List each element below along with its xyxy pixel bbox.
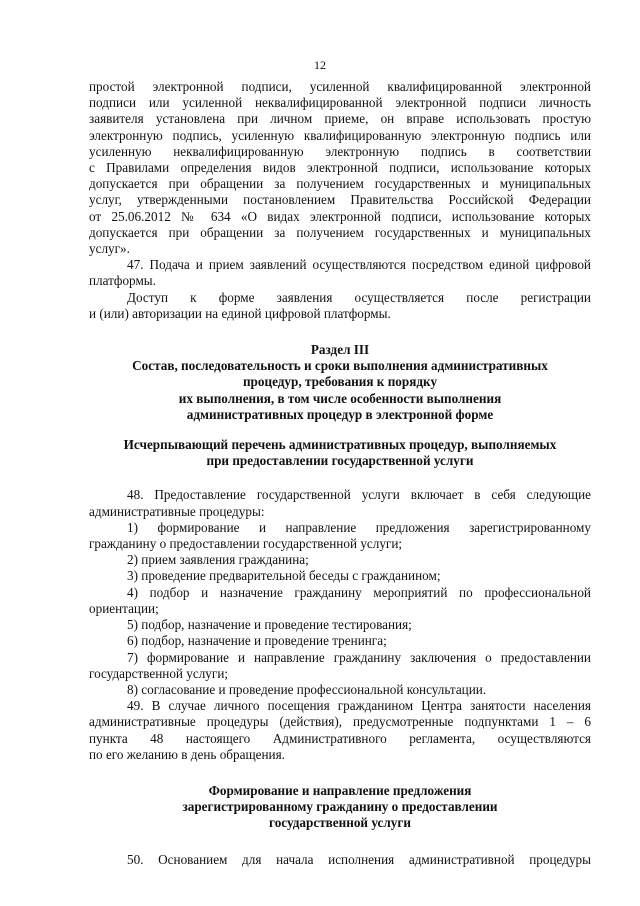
text-line: допускается при обращении за получением государственных и муниципальных [89, 224, 591, 240]
text-line: по его желанию в день обращения. [89, 746, 285, 762]
paragraph-50 [89, 852, 591, 868]
text-line: допускается при обращении за получением государственных и муниципальных [89, 176, 591, 192]
subsection-heading-proposal [89, 783, 591, 832]
text-line: пункта 48 настоящего Административного регламента, осуществляются [89, 730, 591, 746]
section-title-line: Состав, последовательность и сроки выполнения административных [132, 358, 548, 374]
section-label: Раздел III [310, 342, 370, 358]
intro-paragraph [89, 79, 591, 257]
text-line: 50. Основанием для начала исполнения административной процедуры [127, 851, 591, 867]
subsection-title-line: зарегистрированному гражданину о предоставлении [182, 799, 498, 815]
text-line: электронную подпись, усиленную квалифицированную электронную подпись или [89, 127, 591, 143]
text-line: 2) прием заявления гражданина; [127, 552, 309, 568]
text-line: 8) согласование и проведение профессиональной консультации. [127, 681, 487, 697]
list-item [89, 568, 591, 584]
text-line: от 25.06.2012 № 634 «О видах электронной подписи, использование которых [89, 208, 591, 224]
list-item [89, 650, 591, 682]
text-line: 3) проведение предварительной беседы с гражданином; [127, 568, 441, 584]
text-line: 7) формирование и направление гражданину заключения о предоставлении [127, 649, 591, 665]
text-line: с Правилами определения видов электронной подписи, использование которых [89, 160, 591, 176]
text-line: 47. Подача и прием заявлений осуществляются посредством единой цифровой [127, 257, 591, 273]
section-heading [89, 342, 591, 423]
list-item [89, 617, 591, 633]
page-number: 12 [314, 58, 326, 72]
text-line: 1) формирование и направление предложения зарегистрированному [127, 519, 591, 535]
paragraph-47 [89, 257, 591, 289]
list-item [89, 552, 591, 568]
text-line: 48. Предоставление государственной услуги включает в себя следующие [127, 487, 591, 503]
text-line: административные процедуры: [89, 503, 265, 519]
text-line: 49. В случае личного посещения гражданином Центра занятости населения [127, 698, 591, 714]
text-line: Доступ к форме заявления осуществляется после регистрации [127, 289, 591, 305]
text-line: 4) подбор и назначение гражданину мероприятий по профессиональной [127, 584, 591, 600]
text-line: усиленную неквалифицированную электронную подпись в соответствии [89, 143, 591, 159]
subsection-title-line: Формирование и направление предложения [208, 782, 472, 798]
text-line: 5) подбор, назначение и проведение тестирования; [127, 617, 412, 633]
access-paragraph [89, 290, 591, 322]
text-line: платформы. [89, 273, 156, 289]
text-line: ориентации; [89, 600, 159, 616]
subsection-title-line: государственной услуги [269, 815, 411, 831]
text-line: и (или) авторизации на единой цифровой платформы. [89, 305, 391, 321]
paragraph-49 [89, 698, 591, 763]
list-item [89, 633, 591, 649]
section-title-line: их выполнения, в том числе особенности выполнения [178, 390, 502, 406]
section-title-line: процедур, требования к порядку [242, 374, 438, 390]
section-title-line: административных процедур в электронной форме [186, 406, 494, 422]
text-line: простой электронной подписи, усиленной квалифицированной электронной [89, 79, 591, 94]
text-line: услуг». [89, 241, 130, 257]
subsection-heading-procedures [89, 437, 591, 469]
text-line: гражданину о предоставлении государственной услуги; [89, 536, 403, 552]
list-item [89, 682, 591, 698]
list-item [89, 585, 591, 617]
list-item [89, 520, 591, 552]
document-body [89, 79, 591, 868]
text-line: административные процедуры (действия), предусмотренные подпунктами 1 – 6 [89, 714, 591, 730]
text-line: подписи или усиленной неквалифицированной электронной подписи личность [89, 95, 591, 111]
subsection-title-line: Исчерпывающий перечень административных процедур, выполняемых [123, 437, 557, 453]
text-line: услуг, утвержденными постановлением Правительства Российской Федерации [89, 192, 591, 208]
text-line: государственной услуги; [89, 665, 229, 681]
paragraph-48 [89, 487, 591, 698]
text-line: 6) подбор, назначение и проведение тренинга; [127, 633, 387, 649]
text-line: заявителя установлена при личном приеме, он вправе использовать простую [89, 111, 591, 127]
subsection-title-line: при предоставлении государственной услуги [206, 453, 474, 469]
